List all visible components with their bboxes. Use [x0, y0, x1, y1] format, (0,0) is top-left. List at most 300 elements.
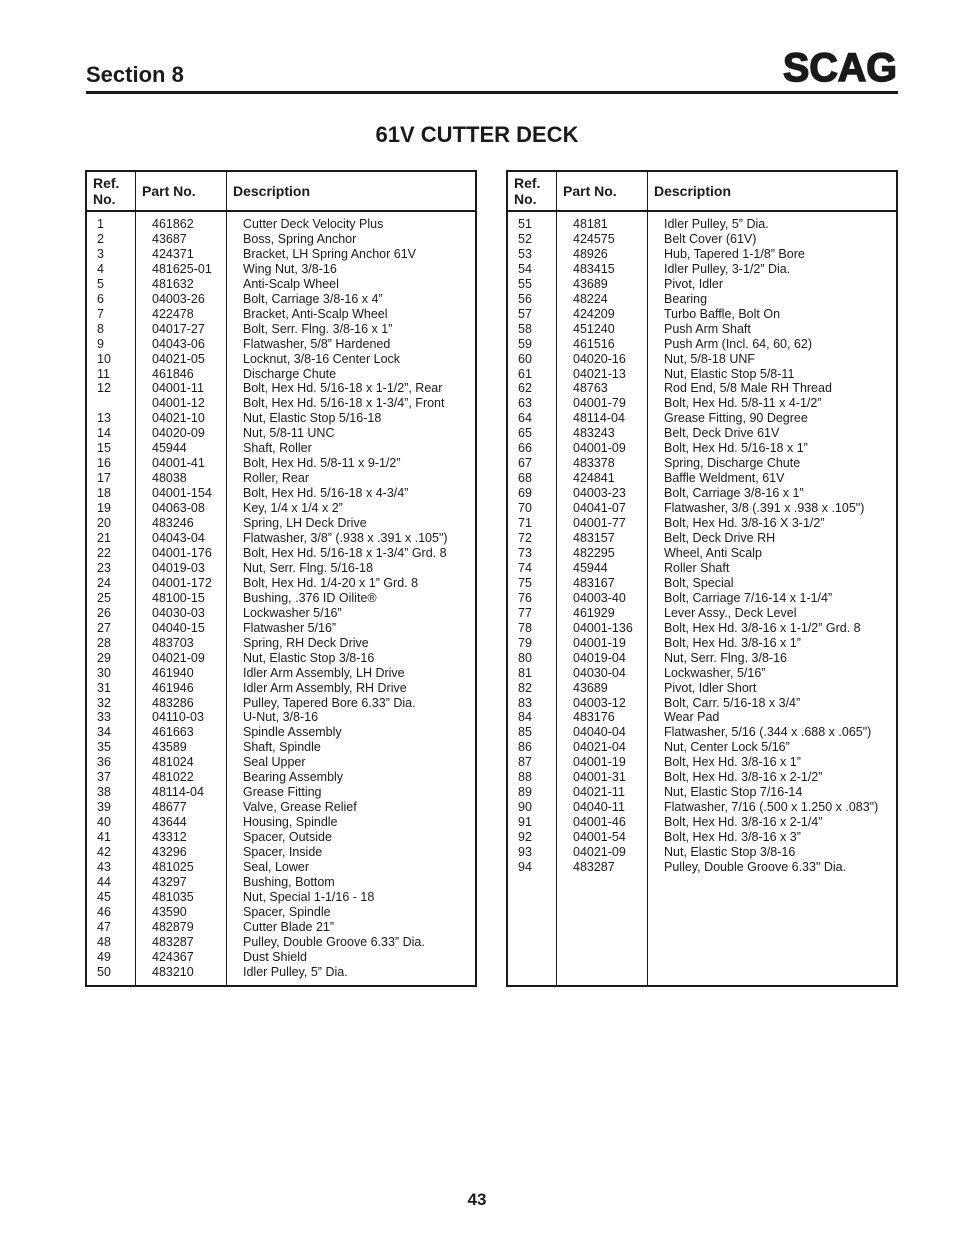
part-no-cell: 04021-11	[573, 785, 625, 800]
description-cell: Idler Pulley, 3-1/2” Dia.	[664, 261, 791, 276]
table-row	[508, 755, 896, 770]
part-no-cell: 48224	[573, 291, 608, 306]
ref-no-cell: 40	[97, 815, 111, 830]
part-no-cell: 43590	[152, 904, 187, 919]
part-no-cell: 461862	[152, 217, 194, 231]
part-no-cell: 04001-31	[573, 770, 626, 785]
table-row	[508, 830, 896, 845]
ref-no-cell: 58	[518, 321, 532, 336]
part-no-cell: 483210	[152, 964, 194, 979]
part-no-cell: 04019-04	[573, 650, 626, 665]
description-cell: Bolt, Hex Hd. 3/8-16 x 2-1/2”	[664, 770, 823, 785]
table-row	[87, 441, 475, 456]
ref-no-cell: 18	[97, 486, 111, 501]
description-cell: Nut, Elastic Stop 3/8-16	[243, 650, 375, 665]
part-no-cell: 04001-77	[573, 516, 626, 531]
part-no-cell: 45944	[573, 560, 608, 575]
table-row	[508, 740, 896, 755]
table-row	[508, 232, 896, 247]
ref-no-cell: 17	[97, 471, 111, 486]
table-row	[508, 247, 896, 262]
part-no-cell: 04001-154	[152, 486, 212, 501]
description-cell: Pulley, Double Groove 6.33” Dia.	[243, 934, 425, 949]
description-cell: Flatwasher 5/16”	[243, 620, 337, 635]
table-row	[87, 352, 475, 367]
ref-no-cell: 29	[97, 650, 111, 665]
part-no-cell: 04017-27	[152, 321, 205, 336]
svg-text:SCAG: SCAG	[783, 48, 897, 86]
table-row	[87, 725, 475, 740]
description-cell: Push Arm (Incl. 64, 60, 62)	[664, 336, 812, 351]
ref-no-cell: 26	[97, 605, 111, 620]
description-cell: Bolt, Hex Hd. 1/4-20 x 1” Grd. 8	[243, 575, 419, 590]
part-no-cell: 04021-05	[152, 351, 205, 366]
ref-no-cell: 5	[97, 276, 104, 291]
description-cell: Nut, Special 1-1/16 - 18	[243, 889, 375, 904]
page-title: 61V CUTTER DECK	[375, 122, 579, 147]
part-no-cell: 481035	[152, 889, 194, 904]
ref-no-cell: 46	[97, 904, 111, 919]
table-row	[87, 292, 475, 307]
table-row	[87, 606, 475, 621]
part-no-cell: 483286	[152, 695, 194, 710]
description-cell: Spacer, Outside	[243, 830, 332, 845]
description-cell: Valve, Grease Relief	[243, 800, 357, 815]
ref-no-cell: 81	[518, 665, 532, 680]
ref-no-cell: 6	[97, 291, 104, 306]
table-row	[508, 710, 896, 725]
ref-no-cell: 37	[97, 770, 111, 785]
ref-no-cell: 50	[97, 964, 111, 979]
description-cell: Belt Cover (61V)	[664, 231, 757, 246]
table-row	[87, 576, 475, 591]
ref-no-cell: 39	[97, 800, 111, 815]
ref-no-cell: 28	[97, 635, 111, 650]
description-cell: Cutter Blade 21”	[243, 919, 335, 934]
description-cell: Nut, Elastic Stop 3/8-16	[664, 845, 796, 860]
part-no-cell: 04001-136	[573, 620, 633, 635]
description-cell: Boss, Spring Anchor	[243, 231, 357, 246]
ref-no-cell: 24	[97, 575, 111, 590]
description-cell: Seal, Lower	[243, 859, 310, 874]
table-row	[508, 800, 896, 815]
ref-no-cell: 75	[518, 575, 532, 590]
part-no-cell: 04040-15	[152, 620, 205, 635]
part-no-cell: 461846	[152, 366, 194, 381]
part-no-cell: 461663	[152, 725, 194, 740]
part-no-cell: 43689	[573, 680, 608, 695]
table-row	[87, 770, 475, 785]
table-row	[87, 381, 475, 396]
part-no-cell: 461516	[573, 336, 615, 351]
table-row	[87, 367, 475, 382]
description-cell: Flatwasher, 5/16 (.344 x .688 x .065")	[664, 725, 872, 740]
ref-no-cell: 79	[518, 635, 532, 650]
table-row	[508, 651, 896, 666]
description-cell: Pivot, Idler Short	[664, 680, 757, 695]
table-row	[508, 352, 896, 367]
header-rule	[86, 91, 898, 94]
table-row	[508, 486, 896, 501]
part-no-cell: 04001-19	[573, 755, 626, 770]
description-cell: Bolt, Serr. Flng. 3/8-16 x 1”	[243, 321, 393, 336]
description-cell: Bearing	[664, 291, 708, 306]
table-row	[87, 740, 475, 755]
description-cell: Flatwasher, 7/16 (.500 x 1.250 x .083")	[664, 800, 879, 815]
description-cell: Spindle Assembly	[243, 725, 342, 740]
ref-no-cell: 94	[518, 859, 532, 874]
description-cell: Bolt, Hex Hd. 5/16-18 x 1-3/4” Grd. 8	[243, 545, 447, 560]
table-row	[87, 800, 475, 815]
part-no-cell: 04041-07	[573, 501, 626, 516]
ref-no-cell: 90	[518, 800, 532, 815]
table-row	[87, 307, 475, 322]
description-cell: Bolt, Hex Hd. 3/8-16 X 3-1/2”	[664, 516, 825, 531]
ref-no-cell: 87	[518, 755, 532, 770]
table-row	[508, 471, 896, 486]
part-no-cell: 04001-176	[152, 545, 212, 560]
description-cell: Nut, Elastic Stop 5/16-18	[243, 411, 382, 426]
part-no-cell: 04040-11	[573, 800, 625, 815]
description-cell: Lockwasher 5/16”	[243, 605, 342, 620]
ref-no-cell: 49	[97, 949, 111, 964]
part-no-cell: 424209	[573, 306, 615, 321]
ref-no-cell: 73	[518, 545, 532, 560]
ref-no-cell: 34	[97, 725, 111, 740]
part-no-cell: 43689	[573, 276, 608, 291]
table-row	[87, 755, 475, 770]
part-no-cell: 43312	[152, 830, 187, 845]
table-row	[508, 546, 896, 561]
ref-no-cell: 78	[518, 620, 532, 635]
part-no-cell: 481025	[152, 859, 194, 874]
table-row	[508, 770, 896, 785]
description-cell: Spring, Discharge Chute	[664, 456, 801, 471]
ref-no-cell: 8	[97, 321, 104, 336]
description-cell: Locknut, 3/8-16 Center Lock	[243, 351, 401, 366]
description-cell: Baffle Weldment, 61V	[664, 471, 785, 486]
table-row	[87, 232, 475, 247]
ref-no-cell: 76	[518, 590, 532, 605]
table-row	[87, 621, 475, 636]
description-cell: Spring, LH Deck Drive	[243, 516, 367, 531]
ref-no-cell: 12	[97, 381, 111, 396]
description-cell: Pulley, Double Groove 6.33" Dia.	[664, 859, 847, 874]
page-number: 43	[467, 1190, 487, 1209]
ref-no-cell: 10	[97, 351, 111, 366]
ref-no-cell: 53	[518, 246, 532, 261]
section-title: Section 8	[86, 62, 184, 87]
part-no-cell: 483287	[152, 934, 194, 949]
description-cell: Grease Fitting	[243, 785, 322, 800]
ref-no-cell: 38	[97, 785, 111, 800]
ref-no-cell: 43	[97, 859, 111, 874]
description-cell: Discharge Chute	[243, 366, 337, 381]
part-no-cell: 483378	[573, 456, 615, 471]
part-no-cell: 422478	[152, 306, 194, 321]
table-row	[508, 845, 896, 860]
part-no-cell: 04001-172	[152, 575, 212, 590]
description-cell: Shaft, Roller	[243, 441, 312, 456]
ref-no-cell: 66	[518, 441, 532, 456]
description-cell: Wheel, Anti Scalp	[664, 545, 762, 560]
description-cell: Belt, Deck Drive 61V	[664, 426, 780, 441]
table-row	[508, 636, 896, 651]
description-cell: Bushing, .376 ID Oilite®	[243, 590, 377, 605]
part-no-cell: 04001-79	[573, 396, 626, 411]
table-row	[87, 486, 475, 501]
ref-no-cell: 61	[518, 366, 532, 381]
description-cell: Roller Shaft	[664, 560, 730, 575]
part-no-cell: 48114-04	[152, 785, 204, 800]
table-row	[87, 950, 475, 965]
part-no-cell: 483703	[152, 635, 194, 650]
table-row	[87, 247, 475, 262]
part-no-cell: 04110-03	[152, 710, 204, 725]
ref-no-cell: 7	[97, 306, 104, 321]
table-row	[87, 785, 475, 800]
description-cell: Nut, Center Lock 5/16”	[664, 740, 790, 755]
table-row	[508, 337, 896, 352]
part-no-cell: 43687	[152, 231, 187, 246]
ref-no-cell: 31	[97, 680, 111, 695]
description-cell: Bolt, Hex Hd. 3/8-16 x 1”	[664, 755, 801, 770]
ref-no-cell: 89	[518, 785, 532, 800]
table-row	[508, 441, 896, 456]
table-row	[87, 905, 475, 920]
table-row	[87, 501, 475, 516]
ref-no-cell: 83	[518, 695, 532, 710]
table-body	[508, 217, 896, 875]
part-no-cell: 48926	[573, 246, 608, 261]
part-no-cell: 43297	[152, 874, 187, 889]
description-cell: Spring, RH Deck Drive	[243, 635, 369, 650]
ref-no-cell: 9	[97, 336, 104, 351]
part-no-cell: 04043-06	[152, 336, 205, 351]
table-row	[87, 965, 475, 980]
description-cell: Bolt, Carriage 3/8-16 x 1”	[664, 486, 804, 501]
part-no-cell: 481024	[152, 755, 194, 770]
description-cell: Bearing Assembly	[243, 770, 344, 785]
part-no-cell: 04001-41	[152, 456, 205, 471]
table-row	[87, 546, 475, 561]
table-row	[87, 337, 475, 352]
description-cell: Wear Pad	[664, 710, 720, 725]
description-cell: Pivot, Idler	[664, 276, 724, 291]
part-no-cell: 04020-16	[573, 351, 626, 366]
ref-no-cell: 14	[97, 426, 111, 441]
table-row	[87, 426, 475, 441]
table-row	[87, 516, 475, 531]
description-cell: Idler Pulley, 5” Dia.	[664, 217, 769, 231]
ref-no-cell: 42	[97, 845, 111, 860]
table-row	[508, 262, 896, 277]
table-row	[87, 561, 475, 576]
ref-no-cell: 16	[97, 456, 111, 471]
part-no-cell: 04001-19	[573, 635, 626, 650]
table-row	[508, 785, 896, 800]
part-no-cell: 04001-12	[152, 396, 205, 411]
part-no-cell: 04001-46	[573, 815, 626, 830]
description-cell: Flatwasher, 5/8” Hardened	[243, 336, 391, 351]
ref-no-cell: 74	[518, 560, 532, 575]
ref-no-cell: 64	[518, 411, 532, 426]
table-row	[508, 666, 896, 681]
ref-no-cell: 52	[518, 231, 532, 246]
ref-no-cell: 20	[97, 516, 111, 531]
description-cell: Bushing, Bottom	[243, 874, 335, 889]
table-row	[508, 381, 896, 396]
table-header	[508, 172, 896, 212]
table-row	[508, 217, 896, 232]
description-cell: Bolt, Carriage 7/16-14 x 1-1/4”	[664, 590, 833, 605]
table-row	[87, 815, 475, 830]
ref-no-cell: 80	[518, 650, 532, 665]
ref-no-cell: 48	[97, 934, 111, 949]
part-no-cell: 48114-04	[573, 411, 625, 426]
part-no-cell: 483176	[573, 710, 615, 725]
description-cell: Wing Nut, 3/8-16	[243, 261, 337, 276]
table-row	[508, 292, 896, 307]
table-row	[508, 456, 896, 471]
table-row	[87, 651, 475, 666]
ref-no-cell: 62	[518, 381, 532, 396]
ref-no-cell: 33	[97, 710, 111, 725]
description-cell: U-Nut, 3/8-16	[243, 710, 319, 725]
part-no-cell: 483287	[573, 859, 615, 874]
ref-no-cell: 88	[518, 770, 532, 785]
table-row	[508, 591, 896, 606]
description-cell: Rod End, 5/8 Male RH Thread	[664, 381, 832, 396]
table-row	[508, 725, 896, 740]
part-no-cell: 483246	[152, 516, 194, 531]
table-row	[87, 277, 475, 292]
ref-no-cell: 1	[97, 217, 104, 231]
description-cell: Lever Assy., Deck Level	[664, 605, 797, 620]
description-cell: Anti-Scalp Wheel	[243, 276, 339, 291]
description-cell: Bolt, Hex Hd. 5/8-11 x 4-1/2”	[664, 396, 822, 411]
part-no-cell: 48038	[152, 471, 187, 486]
description-cell: Bolt, Hex Hd. 3/8-16 x 1”	[664, 635, 801, 650]
part-no-cell: 482295	[573, 545, 615, 560]
part-no-cell: 43644	[152, 815, 187, 830]
ref-no-cell: 67	[518, 456, 532, 471]
part-no-cell: 04001-54	[573, 830, 626, 845]
part-no-header: Part No.	[563, 183, 617, 199]
table-row	[87, 456, 475, 471]
table-row	[508, 501, 896, 516]
table-row	[87, 696, 475, 711]
table-row	[87, 860, 475, 875]
table-row	[508, 561, 896, 576]
description-cell: Push Arm Shaft	[664, 321, 751, 336]
part-no-cell: 04003-26	[152, 291, 205, 306]
table-row	[87, 636, 475, 651]
description-cell: Dust Shield	[243, 949, 307, 964]
description-cell: Idler Pulley, 5” Dia.	[243, 964, 348, 979]
description-cell: Bolt, Special	[664, 575, 734, 590]
description-cell: Key, 1/4 x 1/4 x 2”	[243, 501, 343, 516]
table-body	[87, 217, 475, 980]
part-no-cell: 483167	[573, 575, 615, 590]
description-cell: Bolt, Carriage 3/8-16 x 4”	[243, 291, 383, 306]
part-no-cell: 483243	[573, 426, 615, 441]
description-cell: Flatwasher, 3/8 (.391 x .938 x .105")	[664, 501, 865, 516]
description-header: Description	[233, 183, 311, 199]
ref-no-cell: 55	[518, 276, 532, 291]
parts-table-right	[506, 170, 898, 987]
table-row	[508, 621, 896, 636]
ref-no-cell: 41	[97, 830, 111, 845]
ref-no-cell: 71	[518, 516, 532, 531]
part-no-cell: 424575	[573, 231, 615, 246]
description-cell: Lockwasher, 5/16”	[664, 665, 766, 680]
description-cell: Housing, Spindle	[243, 815, 338, 830]
part-no-cell: 04021-09	[152, 650, 205, 665]
ref-no-cell: 65	[518, 426, 532, 441]
part-no-cell: 04021-04	[573, 740, 626, 755]
part-no-cell: 461940	[152, 665, 194, 680]
ref-no-cell: 93	[518, 845, 532, 860]
table-header	[87, 172, 475, 212]
table-row	[508, 411, 896, 426]
part-no-cell: 04001-09	[573, 441, 626, 456]
description-cell: Bracket, LH Spring Anchor 61V	[243, 246, 417, 261]
table-row	[87, 666, 475, 681]
ref-no-cell: 15	[97, 441, 111, 456]
description-cell: Nut, Elastic Stop 7/16-14	[664, 785, 803, 800]
part-no-cell: 04030-03	[152, 605, 205, 620]
table-row	[87, 262, 475, 277]
ref-no-cell: 23	[97, 560, 111, 575]
part-no-cell: 04021-10	[152, 411, 205, 426]
description-cell: Nut, 5/8-18 UNF	[664, 351, 756, 366]
ref-no-cell: 59	[518, 336, 532, 351]
description-cell: Seal Upper	[243, 755, 306, 770]
description-cell: Shaft, Spindle	[243, 740, 321, 755]
ref-no-cell: 57	[518, 306, 532, 321]
ref-no-cell: 2	[97, 231, 104, 246]
description-cell: Spacer, Spindle	[243, 904, 331, 919]
ref-no-cell: 51	[518, 217, 532, 231]
table-row	[87, 935, 475, 950]
part-no-cell: 04001-11	[152, 381, 204, 396]
table-row	[508, 606, 896, 621]
part-no-cell: 04003-23	[573, 486, 626, 501]
part-no-cell: 461946	[152, 680, 194, 695]
part-no-cell: 48181	[573, 217, 608, 231]
table-row	[508, 322, 896, 337]
part-no-cell: 04043-04	[152, 531, 205, 546]
description-cell: Nut, Elastic Stop 5/8-11	[664, 366, 795, 381]
ref-no-cell: 11	[97, 366, 110, 381]
description-cell: Nut, Serr. Flng. 5/16-18	[243, 560, 373, 575]
table-row	[508, 307, 896, 322]
part-no-cell: 43589	[152, 740, 187, 755]
ref-no-cell: 56	[518, 291, 532, 306]
part-no-cell: 424841	[573, 471, 615, 486]
ref-no-cell: 35	[97, 740, 111, 755]
description-cell: Spacer, Inside	[243, 845, 323, 860]
part-no-cell: 04021-13	[573, 366, 626, 381]
description-cell: Pulley, Tapered Bore 6.33” Dia.	[243, 695, 416, 710]
table-row	[508, 367, 896, 382]
ref-no-cell: 84	[518, 710, 532, 725]
ref-no-cell: 63	[518, 396, 532, 411]
description-cell: Roller, Rear	[243, 471, 309, 486]
part-no-cell: 482879	[152, 919, 194, 934]
table-row	[87, 217, 475, 232]
